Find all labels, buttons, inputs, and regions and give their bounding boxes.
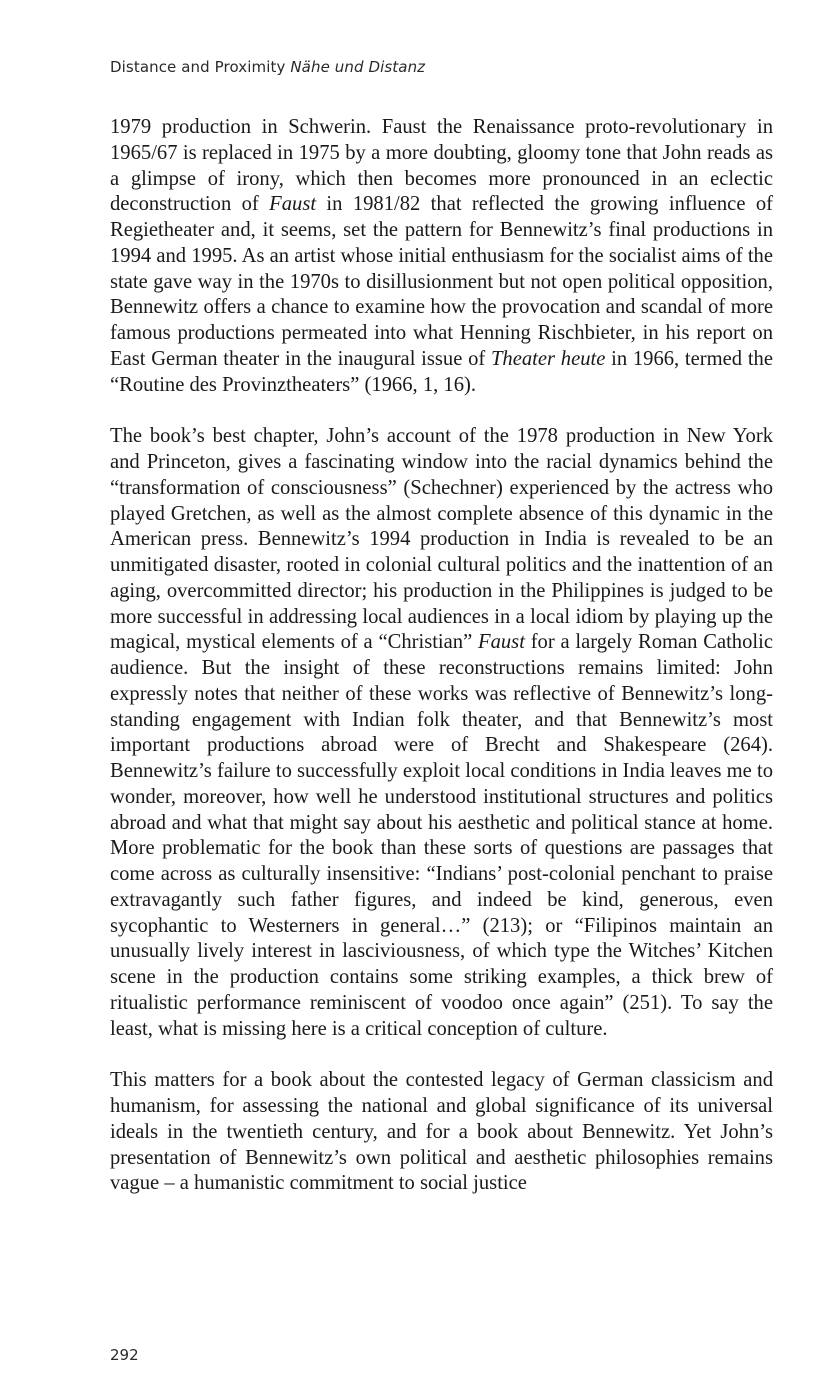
text-run: in 1981/82 that reflected the growing influence of Regietheater and, it seems, set the pattern for Bennewitz’s final productions in 1994 and 1995. As an artist whose initial enthusiasm for the socialist aims of the state gave way in the 1970s to disillusionment but not open political opposition, Bennewitz offers a chance to examine how the provocation and scandal of more famous productions permeated into what Henning Rischbieter, in his report on East German theater in the inaugural issue of — [110, 193, 773, 370]
running-head-german: Nähe und Distanz — [290, 58, 426, 76]
text-run: The book’s best chapter, John’s account of the 1978 production in New York and Princeton, gives a fascinating window into the racial dynamics behind the “transformation of consciousness” (Schechner) experienced by the actress who played Gretchen, as well as the almost complete absence of this dynamic in the American press. Bennewitz’s 1994 production in India is revealed to be an unmitigated disaster, rooted in colonial cultural politics and the inattention of an aging, overcommitted director; his production in the Philippines is judged to be more successful in addressing local audiences in a local idiom by playing up the magical, mystical elements of a “Christian” — [110, 425, 773, 654]
text-run-italic: Theater heute — [490, 347, 606, 370]
running-head — [110, 58, 425, 76]
text-run-italic: Faust — [478, 631, 525, 654]
body-text — [110, 115, 773, 1223]
running-head-english: Distance and Proximity — [110, 58, 286, 76]
text-run: This matters for a book about the contested legacy of German classicism and humanism, for assessing the national and global significance of its universal ideals in the twentieth century, and for a book about Bennewitz. Yet John’s presentation of Bennewitz’s own political and aesthetic philosophies remains vague – a humanistic commitment to social justice — [110, 1069, 773, 1195]
paragraph-1 — [110, 115, 773, 398]
text-run: in 1966, termed the “Routine des Provinztheaters” (1966, 1, 16). — [110, 347, 773, 396]
text-run: for a largely Roman Catholic audience. But the insight of these reconstructions remains limited: John expressly notes that neither of these works was reflective of Bennewitz’s long-standing engagement with Indian folk theater, and that Bennewitz’s most important productions abroad were of Brecht and Shakespeare (264). Bennewitz’s failure to successfully exploit local conditions in India leaves me to wonder, moreover, how well he understood institutional structures and politics abroad and what that might say about his aesthetic and political stance at home. More problematic for the book than these sorts of questions are passages that come across as culturally insensitive: “Indians’ post-colonial penchant to praise extravagantly such father figures, and indeed be kind, generous, even sycophantic to Westerners in general…” (213); or “Filipinos maintain an unusually lively interest in lasciviousness, of which type the Witches’ Kitchen scene in the production contains some striking examples, a thick brew of ritualistic performance reminiscent of voodoo once again” (251). To say the least, what is missing here is a critical conception of culture. — [110, 631, 773, 1040]
paragraph-2 — [110, 424, 773, 1042]
text-run: 1979 production in Schwerin. Faust the Renaissance proto-revolutionary in 1965/67 is replaced in 1975 by a more doubting, gloomy tone that John reads as a glimpse of irony, which then becomes more pronounced in an eclectic deconstruction of — [110, 116, 773, 216]
text-run-italic: Faust — [269, 193, 317, 216]
paragraph-3 — [110, 1068, 773, 1197]
page-number: 292 — [110, 1346, 139, 1364]
